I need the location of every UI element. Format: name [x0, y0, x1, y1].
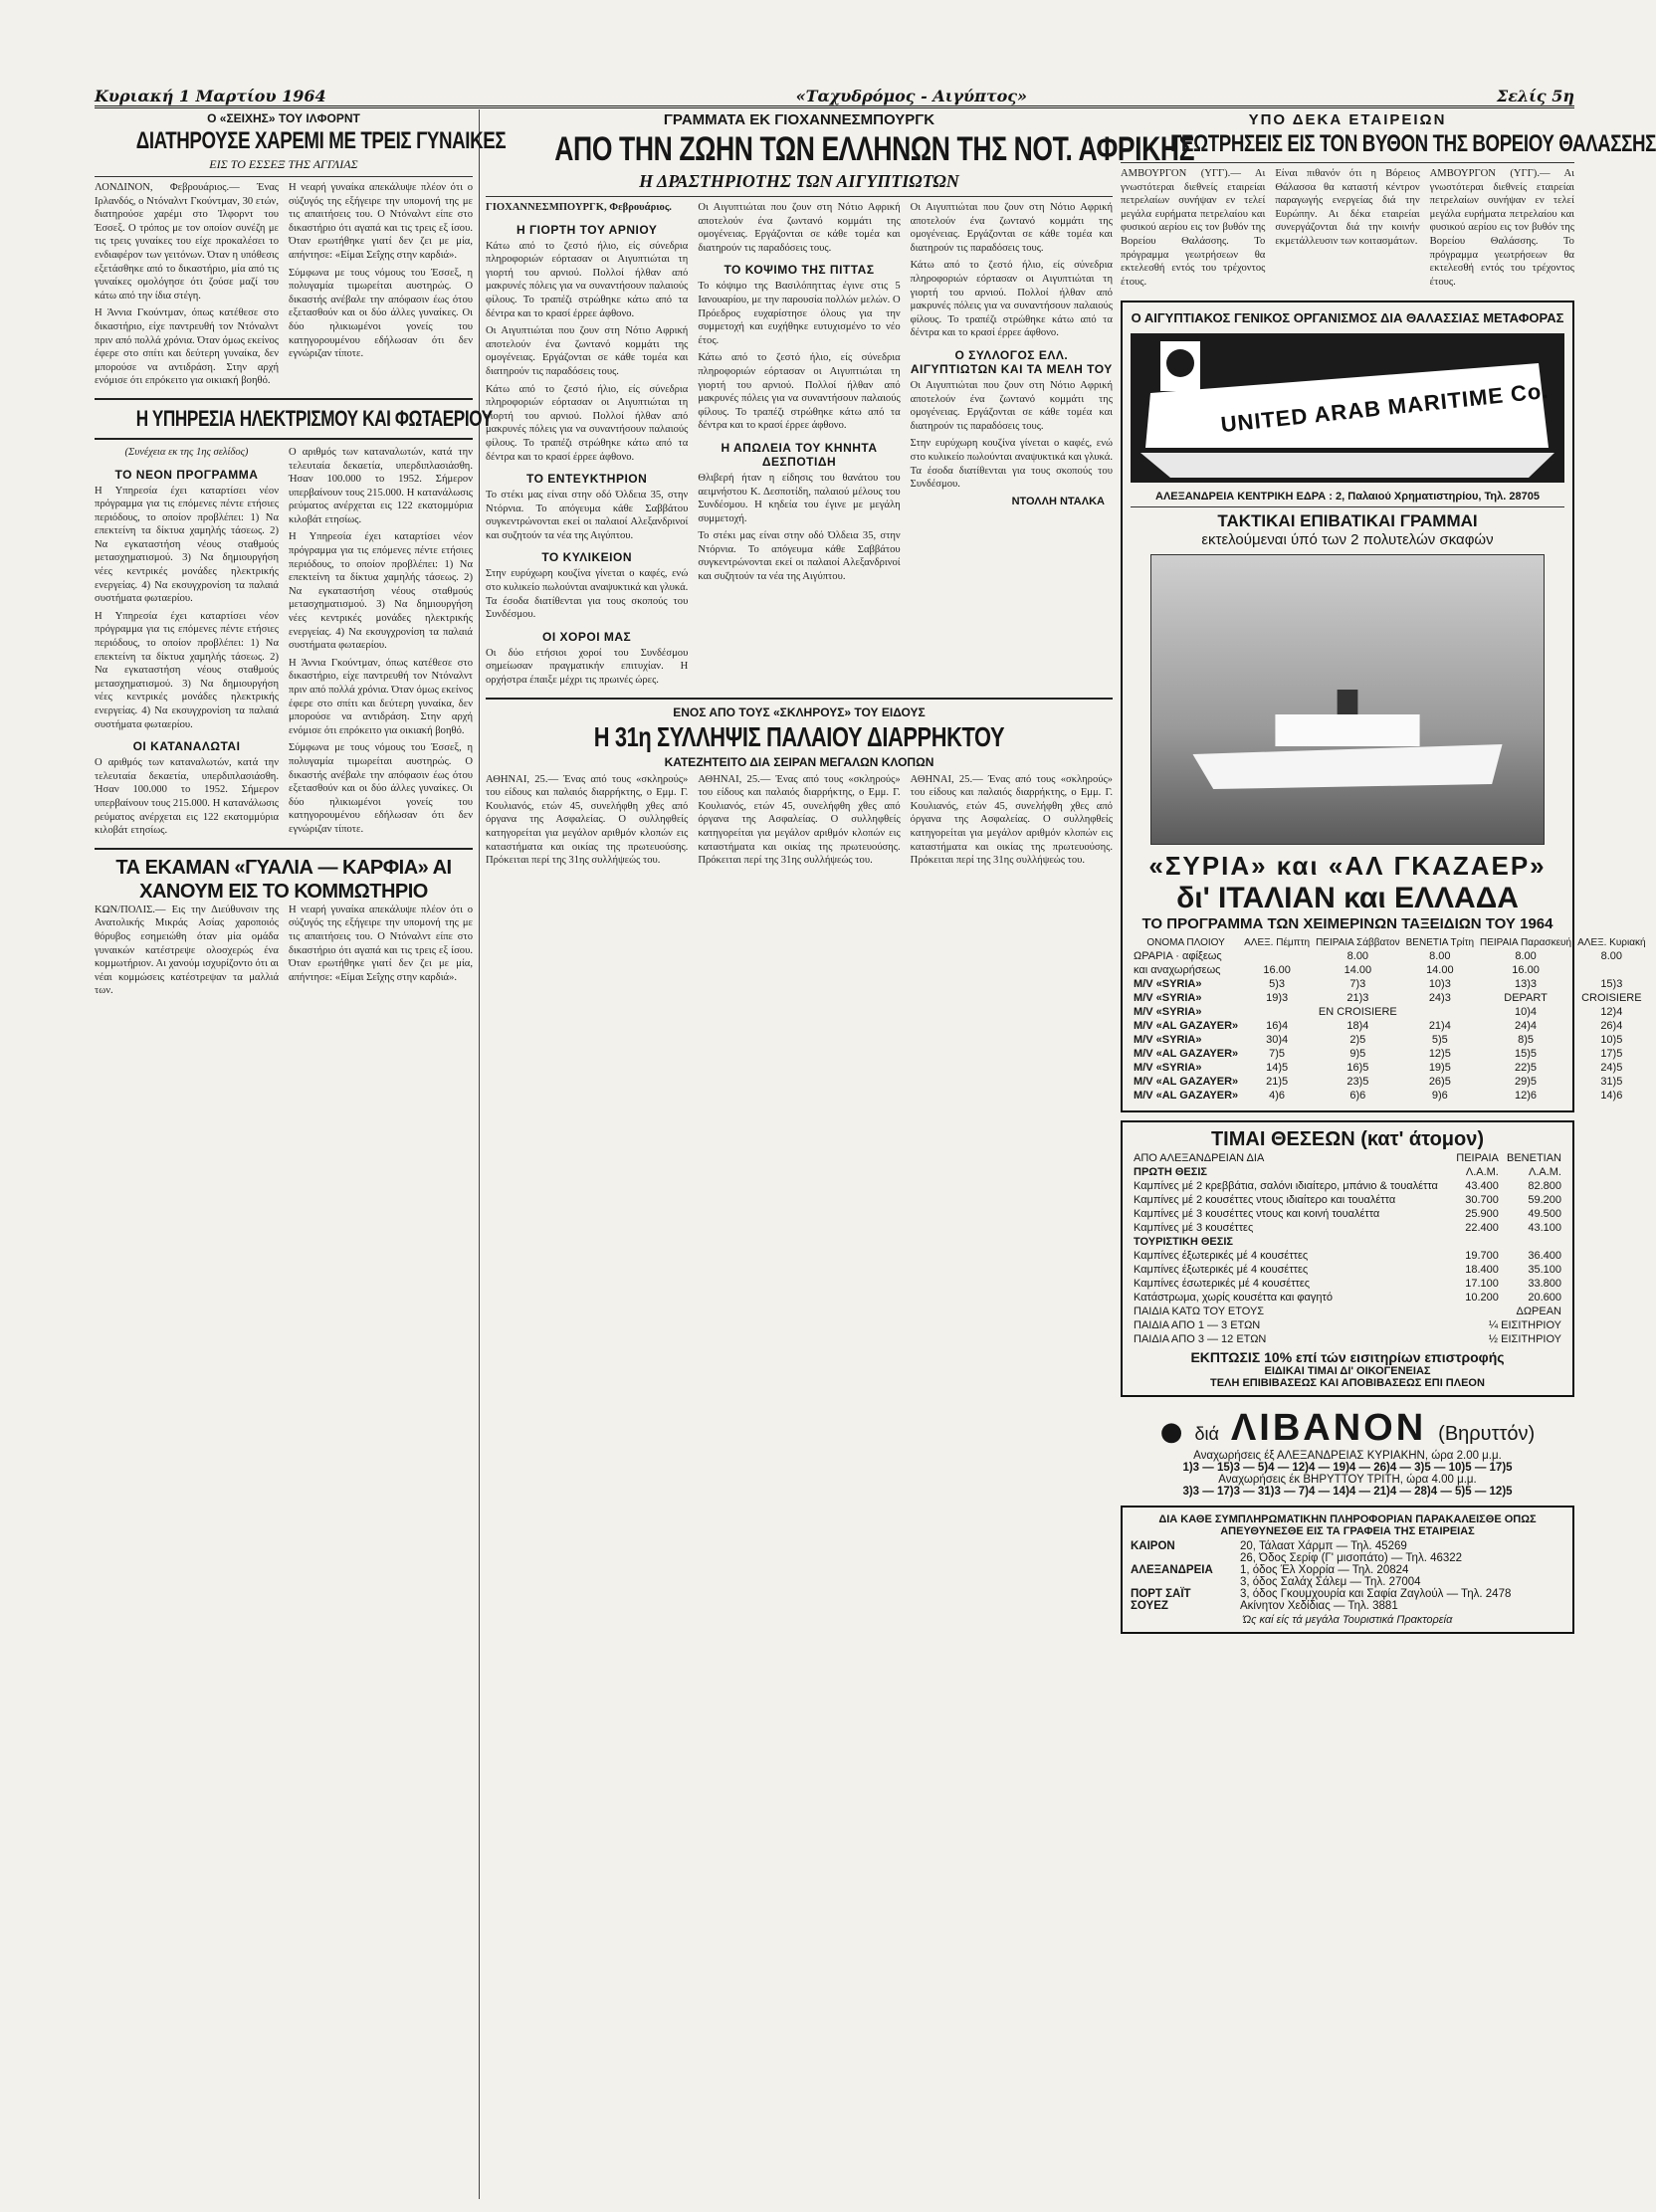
paragraph: Κάτω από το ζεστό ήλιο, είς σύνεδρια πληροφοριών εόρτασαν οι Αιγυπτιώται τη γιορτή του αρνιού. Πολλοί ήλθαν από μακρυνές πόλεις για να συναντήσουν παλαιούς φίλους. Το τραπέζι στρώθηκε κάτω από τα δέντρα και το κρασί έρρεε άφθονο. [486, 383, 689, 463]
schedule-date: 24)5 [1600, 1062, 1623, 1075]
ship-name: Μ/V «AL GAZAYER» [1134, 1090, 1239, 1103]
departure-time: 16.00 [1263, 964, 1291, 977]
departure-time [1574, 963, 1648, 977]
arrival-time: 8.00 [1600, 950, 1623, 963]
schedule-row [1131, 1061, 1649, 1075]
schedule-date [1241, 1005, 1313, 1019]
fare-row [1131, 1249, 1564, 1263]
section-heading: ΤΟ ΕΝΤΕΥΚΤΗΡΙΟΝ [526, 472, 648, 487]
office-city [1131, 1576, 1240, 1588]
cabin-type: Καμπίνες μέ 2 κουσέττες ντους ιδιαίτερο και τουαλέττα [1134, 1194, 1396, 1207]
schedule-date: CROISIERE [1581, 992, 1642, 1005]
fare-row [1131, 1263, 1564, 1277]
office-entry [1131, 1600, 1564, 1612]
schedule-date: 24)4 [1515, 1020, 1538, 1033]
schedule-date: 12)6 [1515, 1090, 1538, 1103]
schedule-row [1131, 1019, 1649, 1033]
fare-piraeus: 30.700 [1465, 1194, 1499, 1207]
schedule-date: 18)4 [1346, 1020, 1369, 1033]
masthead [95, 80, 1574, 108]
story-kicker: Ο «ΣΕΙΧΗΣ» ΤΟΥ ΙΛΦΟΡΝΤ [207, 111, 360, 125]
schedule-date: 24)3 [1428, 992, 1451, 1005]
paragraph: Κάτω από το ζεστό ήλιο, είς σύνεδρια πληροφοριών εόρτασαν οι Αιγυπτιώται τη γιορτή του αρνιού. Πολλοί ήλθαν από μακρυνές πόλεις για να συναντήσουν παλαιούς φίλους. Το τραπέζι στρώθηκε κάτω από τα δέντρα και το κρασί έρρεε άφθονο. [910, 260, 1113, 339]
paragraph: Οι Αιγυπτιώται που ζουν στη Νότιο Αφρική αποτελούν ένα ζωντανό κομμάτι της ομογένειας. Εργάζονται σε κάθε τομέα και διατηρούν τις παραδόσεις τους. [486, 325, 689, 377]
story-subhead: ΕΙΣ ΤΟ ΕΣΣΕΞ ΤΗΣ ΑΓΓΛΙΑΣ [209, 157, 358, 171]
paragraph: Κάτω από το ζεστό ήλιο, είς σύνεδρια πληροφοριών εόρτασαν οι Αιγυπτιώται τη γιορτή του αρνιού. Πολλοί ήλθαν από μακρυνές πόλεις για να συναντήσουν παλαιούς φίλους. Το τραπέζι στρώθηκε κάτω από τα δέντρα και το κρασί έρρεε άφθονο. [486, 240, 689, 319]
ship-name: Μ/V «SYRIA» [1134, 978, 1202, 991]
fare-row [1131, 1291, 1564, 1305]
section-heading: ΤΟ ΚΟΨΙΜΟ ΤΗΣ ΠΙΤΤΑΣ [724, 263, 875, 278]
office-entry [1131, 1564, 1564, 1576]
office-address: 20, Τάλαατ Χάρμπ — Τηλ. 45269 [1240, 1540, 1407, 1553]
paragraph: ΑΘΗΝΑΙ, 25.— Ένας από τους «σκληρούς» του είδους και παλαιός διαρρήκτης, ο Εμμ. Γ. Κουλιανός, ετών 45, συνελήφθη χθες από όργανα της Ασφαλείας. Ο συλληφθείς κατηγορείται για μεγάλον αριθμόν κλοπών εις καταστήματα και οικίας της πρωτευούσης. Πρόκειται περί της 31ης συλλήψεώς του. [698, 773, 901, 867]
fare-row [1131, 1179, 1564, 1193]
fare-venice: 82.800 [1528, 1180, 1561, 1193]
paragraph: Η Υπηρεσία έχει καταρτίσει νέον πρόγραμμα για τις επόμενες πέντε ετήσιες περιόδους, το οποίον προβλέπει: 1) Να επεκτείνη τα δίκτυα χαμηλής τάσεως. 2) Να εγκαταστήση νέους σταθμούς μετασχηματισμού. 3) Να δημιουργήση νέες κεντρικές μονάδες ηλεκτρικής ενεργείας. 4) Να εκσυγχρονίση τα παλαιά συστήματα φωταερίου. [95, 485, 279, 605]
fare-piraeus: 10.200 [1465, 1292, 1499, 1305]
schedule-date: 21)4 [1428, 1020, 1451, 1033]
cabin-type: Καμπίνες μέ 2 κρεββάτια, σαλόνι ιδιαίτερο, μπάνιο & τουαλέττα [1134, 1180, 1438, 1193]
schedule-date: 29)5 [1515, 1076, 1538, 1089]
office-address: 3, όδος Σαλάχ Σάλεμ — Τηλ. 27004 [1240, 1576, 1421, 1589]
paragraph: ΑΘΗΝΑΙ, 25.— Ένας από τους «σκληρούς» του είδους και παλαιός διαρρήκτης, ο Εμμ. Γ. Κουλιανός, ετών 45, συνελήφθη χθες από όργανα της Ασφαλείας. Ο συλληφθείς κατηγορείται για μεγάλον αριθμόν κλοπών εις καταστήματα και οικίας της πρωτευούσης. Πρόκειται περί της 31ης συλλήψεώς του. [910, 773, 1113, 867]
paragraph: Η Άννια Γκούντμαν, όπως κατέθεσε στο δικαστήριο, είχε παντρευθή τον Ντόναλντ πριν από πολλά χρόνια. Όταν όμως εκείνος έφερε στο σπίτι και δεύτερη γυναίκα, δεν μπορούσε να αντιδράση. Στην αρχή ενόμισε ότι επρόκειτο για οικιακή βοηθό. [95, 307, 279, 387]
ship-name: Μ/V «SYRIA» [1134, 1062, 1202, 1075]
ship-name: Μ/V «SYRIA» [1134, 1006, 1202, 1019]
class-heading: ΤΟΥΡΙΣΤΙΚΗ ΘΕΣΙΣ [1134, 1236, 1233, 1249]
schedule-header-cell: ΩΡΑΡΙΑ · αφίξεως [1134, 950, 1222, 963]
schedule-date: 2)5 [1349, 1034, 1366, 1047]
schedule-date: 4)6 [1269, 1090, 1286, 1103]
fare-piraeus: 43.400 [1465, 1180, 1499, 1193]
story-body [486, 201, 1113, 692]
paragraph: ΑΜΒΟΥΡΓΟΝ (ΥΓΓ).— Αι γνωστότεραι διεθνείς εταιρείαι πετρελαίων συνήψαν εν τελεί μεγάλα ευρήματα πετρελαίου και φυσικού αερίου εις τον βυθόν της Βορείου Θαλάσσης. Το πρόγραμμα γεωτρήσεων θα εκτελεσθή εντός του τρέχοντος έτους. [1429, 168, 1574, 288]
destination-name: ΛΙΒΑΝΟΝ [1230, 1407, 1427, 1450]
schedule-row [1131, 977, 1649, 991]
paragraph: Οι Αιγυπτιώται που ζουν στη Νότιο Αφρική αποτελούν ένα ζωντανό κομμάτι της ομογένειας. Εργάζονται σε κάθε τομέα και διατηρούν τις παραδόσεις τους. [698, 202, 901, 254]
fare-venice: 20.600 [1528, 1292, 1561, 1305]
story-headline: ΔΙΑΤΗΡΟΥΣΕ ΧΑΡΕΜΙ ΜΕ ΤΡΕΙΣ ΓΥΝΑΙΚΕΣ [135, 127, 507, 154]
departures-alexandria-dates: 1)3 — 15)3 — 5)4 — 12)4 — 19)4 — 26)4 — 3)5 — 10)5 — 17)5 [1182, 1462, 1513, 1475]
headquarters-address: ΑΛΕΞΑΝΔΡΕΙΑ ΚΕΝΤΡΙΚΗ ΕΔΡΑ : 2, Παλαιού Χρηματιστηρίου, Τηλ. 28705 [1155, 491, 1540, 503]
section-heading: Η ΓΙΟΡΤΗ ΤΟΥ ΑΡΝΙΟΥ [516, 222, 658, 237]
route-prefix: διά [1194, 1424, 1219, 1445]
departures-beirut: Αναχωρήσεις έκ ΒΗΡΥΤΤΟΥ ΤΡΙΤΗ, ώρα 4.00 μ.μ. [1218, 1474, 1477, 1487]
schedule-date: 17)5 [1600, 1048, 1623, 1061]
paragraph: Στην ευρύχωρη κουζίνα γίνεται ο καφές, ενώ στο κυλικείο πωλούνται αναψυκτικά και γλυκά. Τα έσοδα διατίθενται για τους σκοπούς του Συνδέσμου. [910, 438, 1113, 491]
right-column [1121, 109, 1656, 2199]
currency-unit: Λ.Α.Μ. [1528, 1166, 1561, 1179]
bullet-icon: ● [1159, 1417, 1183, 1448]
departures-beirut-dates: 3)3 — 17)3 — 31)3 — 7)4 — 14)4 — 21)4 — 28)4 — 5)5 — 12)5 [1182, 1486, 1513, 1499]
paper-name: «Ταχυδρόμος - Αιγύπτος» [795, 87, 1028, 105]
schedule-row [1131, 1047, 1649, 1061]
departure-time: 14.00 [1426, 964, 1454, 977]
cabin-type: Καμπίνες έσωτερικές μέ 4 κουσέττες [1134, 1278, 1311, 1291]
schedule-date: 26)5 [1428, 1076, 1451, 1089]
schedule-header-cell: ΟΝΟΜΑ ΠΛΟΙΟΥ [1146, 937, 1225, 949]
office-entry [1131, 1540, 1564, 1552]
route-via: δι' ΙΤΑΛΙΑΝ και ΕΛΛΑΔΑ [1176, 882, 1519, 915]
arrival-time: 8.00 [1346, 950, 1369, 963]
fare-venice: 36.400 [1528, 1250, 1561, 1263]
office-address: 1, όδος Έλ Χορρία — Τηλ. 20824 [1240, 1564, 1409, 1577]
schedule-row [1131, 991, 1649, 1005]
paragraph: Η νεαρή γυναίκα απεκάλυψε πλέον ότι ο σύζυγός της εξήγειρε την υπομονή της με τις απαιτήσεις του. Ο Ντόναλντ είπε στο δικαστήριο ότι αγαπά και τις τρεις εξ ίσου. Όταν ερωτήθηκε γιατί δεν ζει με μία, απήντησε: «Είμαι Σεΐχης στην καρδιά». [289, 904, 473, 983]
section-heading: Η ΑΠΩΛΕΙΑ ΤΟΥ ΚΗΝΗΤΑ ΔΕΣΠΟΤΙΔΗ [721, 440, 878, 469]
cruise-ship-icon [1151, 555, 1544, 844]
fare-row [1131, 1207, 1564, 1221]
arrival-time [1241, 949, 1313, 963]
paragraph: ΑΘΗΝΑΙ, 25.— Ένας από τους «σκληρούς» του είδους και παλαιός διαρρήκτης, ο Εμμ. Γ. Κουλιανός, ετών 45, συνελήφθη χθες από όργανα της Ασφαλείας. Ο συλληφθείς κατηγορείται για μεγάλον αριθμόν κλοπών εις καταστήματα και οικίας της πρωτευούσης. Πρόκειται περί της 31ης συλλήψεώς του. [486, 773, 689, 867]
paragraph: Στην ευρύχωρη κουζίνα γίνεται ο καφές, ενώ στο κυλικείο πωλούνται αναψυκτικά και γλυκά. Τα έσοδα διατίθενται για τους σκοπούς του Συνδέσμου. [486, 568, 689, 621]
ship-name: Μ/V «SYRIA» [1134, 1034, 1202, 1047]
lines-title: ΤΑΚΤΙΚΑΙ ΕΠΙΒΑΤΙΚΑΙ ΓΡΑΜΜΑΙ [1217, 511, 1478, 531]
schedule-date: 9)6 [1431, 1090, 1448, 1103]
section-heading: ΤΟ ΚΥΛΙΚΕΙΟΝ [541, 550, 633, 565]
office-city: ΑΛΕΞΑΝΔΡΕΙΑ [1131, 1564, 1213, 1577]
paragraph: Η Υπηρεσία έχει καταρτίσει νέον πρόγραμμα για τις επόμενες πέντε ετήσιες περιόδους, το οποίον προβλέπει: 1) Να επεκτείνη τα δίκτυα χαμηλής τάσεως. 2) Να εγκαταστήση νέους σταθμούς μετασχηματισμού. 3) Να δημιουργήση νέες κεντρικές μονάδες ηλεκτρικής ενεργείας. 4) Να εκσυγχρονίση τα παλαιά συστήματα φωταερίου. [95, 610, 279, 730]
office-city: ΠΟΡΤ ΣΑΪΤ [1131, 1588, 1191, 1601]
schedule-date: 21)5 [1266, 1076, 1289, 1089]
office-entry [1131, 1552, 1564, 1564]
schedule-date: 15)3 [1600, 978, 1623, 991]
schedule-date: 12)5 [1428, 1048, 1451, 1061]
schedule-date: 8)5 [1518, 1034, 1534, 1047]
child-fare-label: ΠΑΙΔΙΑ ΑΠΟ 1 — 3 ΕΤΩΝ [1134, 1319, 1261, 1332]
lines-subtitle: εκτελούμεναι ύπό των 2 πολυτελών σκαφών [1201, 531, 1494, 549]
schedule-header-cell: ΒΕΝΕΤΙΑ Τρίτη [1405, 937, 1475, 949]
ad-title: Ο ΑΙΓΥΠΤΙΑΚΟΣ ΓΕΝΙΚΟΣ ΟΡΓΑΝΙΣΜΟΣ ΔΙΑ ΘΑΛΑΣΣΙΑΣ ΜΕΤΑΦΟΡΑΣ [1131, 310, 1564, 326]
story-headline: ΑΠΟ ΤΗΝ ΖΩΗΝ ΤΩΝ ΕΛΛΗΝΩΝ ΤΗΣ ΝΟΤ. ΑΦΡΙΚΗΣ [554, 130, 1195, 168]
cabin-type: Καμπίνες έξωτερικές μέ 4 κουσέττες [1134, 1250, 1309, 1263]
schedule-date: 22)5 [1515, 1062, 1538, 1075]
schedule-date: 6)6 [1349, 1090, 1366, 1103]
paragraph: Ο αριθμός των καταναλωτών, κατά την τελευταία δεκαετία, υπερδιπλασιάσθη. Ήσαν 100.000 το 1952. Σήμερον υπερβαίνουν τους 215.000. Η κατανάλωσις ρεύματος ανέρχεται εις 122 εκατομμύρια κιλοβάτ ετησίως. [95, 757, 279, 837]
fare-row [1131, 1277, 1564, 1291]
schedule-date: 15)5 [1515, 1048, 1538, 1061]
story-body [95, 446, 473, 842]
paragraph: Το στέκι μας είναι στην οδό Όλδεια 35, στην Ντόρνια. Το απόγευμα κάθε Σαββάτου συγκεντρώνονται εκεί οι παλαιοί Αλεξανδρινοί και συζητούν τα νέα της Αιγύπτου. [698, 530, 901, 583]
paragraph: Η Υπηρεσία έχει καταρτίσει νέον πρόγραμμα για τις επόμενες πέντε ετήσιες περιόδους, το οποίον προβλέπει: 1) Να επεκτείνη τα δίκτυα χαμηλής τάσεως. 2) Να εγκαταστήση νέους σταθμούς μετασχηματισμού. 3) Να δημιουργήση νέες κεντρικές μονάδες ηλεκτρικής ενεργείας. 4) Να εκσυγχρονίση τα παλαιά συστήματα φωταερίου. [289, 531, 473, 652]
fares-table [1131, 1151, 1564, 1346]
paragraph: Είναι πιθανόν ότι η Βόρειος Θάλασσα θα καταστή κέντρον παραγωγής ενεργείας διά την Ευρώπην. Αι δέκα εταιρείαι συνεργάζονται διά την κοινήν εκμετάλλευσιν των κοιτασμάτων. [1275, 168, 1420, 247]
fare-piraeus: 19.700 [1465, 1250, 1499, 1263]
schedule-date: 5)5 [1431, 1034, 1448, 1047]
section-heading: ΟΙ ΚΑΤΑΝΑΛΩΤΑΙ [132, 739, 241, 754]
section-heading: Ο ΣΥΛΛΟΓΟΣ ΕΛΛ. ΑΙΓΥΠΤΙΩΤΩΝ ΚΑΙ ΤΑ ΜΕΛΗ ΤΟΥ [910, 347, 1113, 376]
story-body [95, 904, 473, 1002]
company-logo-banner [1131, 333, 1564, 483]
class-heading: ΠΡΩΤΗ ΘΕΣΙΣ [1134, 1166, 1207, 1179]
office-city: ΚΑΙΡΟΝ [1131, 1540, 1175, 1553]
author-signature: ΝΤΟΛΛΗ ΝΤΑΛΚΑ [1011, 495, 1105, 507]
arrival-time: 8.00 [1429, 950, 1451, 963]
agents-note: Ώς καί είς τά μεγάλα Τουριστικά Πρακτορεία [1242, 1614, 1453, 1627]
ship-photo [1150, 554, 1545, 845]
offices-intro: ΔΙΑ ΚΑΘΕ ΣΥΜΠΛΗΡΩΜΑΤΙΚΗΝ ΠΛΗΡΟΦΟΡΙΑΝ ΠΑΡΑΚΑΛΕΙΣΘΕ ΟΠΩΣ ΑΠΕΥΘΥΝΕΣΘΕ ΕΙΣ ΤΑ ΓΡΑΦΕΙΑ ΤΗΣ ΕΤΑΙΡΕΙΑΣ [1158, 1513, 1537, 1538]
schedule-date: DEPART [1504, 992, 1548, 1005]
fare-row [1131, 1221, 1564, 1235]
schedule-header-cell: ΠΕΙΡΑΙΑ Παρασκευή [1480, 937, 1572, 949]
paragraph: Κάτω από το ζεστό ήλιο, είς σύνεδρια πληροφοριών εόρτασαν οι Αιγυπτιώται τη γιορτή του αρνιού. Πολλοί ήλθαν από μακρυνές πόλεις για να συναντήσουν παλαιούς φίλους. Το τραπέζι στρώθηκε κάτω από τα δέντρα και το κρασί έρρεε άφθονο. [698, 352, 901, 432]
story-kicker: ΥΠΟ ΔΕΚΑ ΕΤΑΙΡΕΙΩΝ [1248, 111, 1447, 128]
schedule-date: 9)5 [1349, 1048, 1366, 1061]
schedule-date: 21)3 [1346, 992, 1369, 1005]
schedule-date: 16)5 [1346, 1062, 1369, 1075]
paragraph: ΛΟΝΔΙΝΟΝ, Φεβρουάριος.— Ένας Ιρλανδός, ο Ντόναλντ Γκούντμαν, 30 ετών, διατηρούσε χαρέμι στο Ίλφορντ του Έσσεξ. Ο τρόπος με τον οποίον συνέζη με τις τρεις γυναίκες του είχε προκαλέσει το ενδιαφέρον των γειτόνων. Όταν η υπόθεσις εξετάσθηκε από το δικαστήριο, μία από τις γυναίκες ομολόγησε ότι ζούσε μαζί του κάτω από την ίδια στέγη. [95, 182, 279, 302]
offices-box [1121, 1506, 1574, 1634]
fare-venice: 33.800 [1528, 1278, 1561, 1291]
dateline: ΓΙΟΧΑΝΝΕΣΜΠΟΥΡΓΚ, Φεβρουάριος. [486, 202, 672, 213]
schedule-header-cell: ΑΛΕΞ. Κυριακή [1577, 937, 1646, 949]
child-fare-label: ΠΑΙΔΙΑ ΚΑΤΩ ΤΟΥ ΕΤΟΥΣ [1134, 1306, 1265, 1318]
story-body [486, 773, 1113, 872]
schedule-row [1131, 1033, 1649, 1047]
return-discount: ΕΚΠΤΩΣΙΣ 10% επί τών εισιτηρίων επιστροφής [1190, 1349, 1505, 1366]
fare-venice: 49.500 [1528, 1208, 1561, 1221]
schedule-date: EN CROISIERE [1318, 1006, 1397, 1019]
paragraph: ΑΜΒΟΥΡΓΟΝ (ΥΓΓ).— Αι γνωστότεραι διεθνείς εταιρείαι πετρελαίων συνήψαν εν τελεί μεγάλα ευρήματα πετρελαίου και φυσικού αερίου εις τον βυθόν της Βορείου Θαλάσσης. Το πρόγραμμα γεωτρήσεων θα εκτελεσθή εντός του τρέχοντος έτους. [1121, 168, 1266, 288]
destination-city: (Βηρυττόν) [1438, 1423, 1536, 1446]
program-title: ΤΟ ΠΡΟΓΡΑΜΜΑ ΤΩΝ ΧΕΙΜΕΡΙΝΩΝ ΤΑΞΕΙΔΙΩΝ ΤΟΥ 1964 [1141, 915, 1553, 933]
schedule-row [1131, 1005, 1649, 1019]
story-body [95, 181, 473, 392]
schedule-date: 10)5 [1600, 1034, 1623, 1047]
paragraph: ΚΩΝ/ΠΟΛΙΣ.— Εις την Διεύθυνσιν της Ανατολικής Μικράς Ασίας χαροποιός θόρυβος εσημειώθη όταν μία ομάδα γυναικών κατέστρεψε ολοσχερώς ένα κομμωτήριον. Αι χανούμ ισχυρίζοντο ότι αι νέαι κομμώσεις κατέστρεψαν τα μαλλιά των. [95, 904, 279, 997]
schedule-date: 7)3 [1349, 978, 1366, 991]
fares-from-label: ΑΠΟ ΑΛΕΞΑΝΔΡΕΙΑΝ ΔΙΑ [1134, 1152, 1265, 1165]
schedule-date: 12)4 [1600, 1006, 1623, 1019]
schedule-date: 30)4 [1266, 1034, 1289, 1047]
schedule-date: 19)3 [1266, 992, 1289, 1005]
schedule-header-cell: ΑΛΕΞ. Πέμπτη [1244, 937, 1311, 949]
office-entry [1131, 1588, 1564, 1600]
schedule-header-cell: ΠΕΙΡΑΙΑ Σάββατον [1316, 937, 1400, 949]
child-fare-label: ΠΑΙΔΙΑ ΑΠΟ 3 — 12 ΕΤΩΝ [1134, 1333, 1267, 1346]
story-body [1121, 167, 1574, 293]
paragraph: Ο αριθμός των καταναλωτών, κατά την τελευταία δεκαετία, υπερδιπλασιάσθη. Ήσαν 100.000 το 1952. Σήμερον υπερβαίνουν τους 215.000. Η κατανάλωσις ρεύματος ανέρχεται εις 122 εκατομμύρια κιλοβάτ ετησίως. [289, 446, 473, 525]
cabin-type: Καμπίνες έξωτερικές μέ 4 κουσέττες [1134, 1264, 1309, 1277]
section-heading: ΤΟ ΝΕΟΝ ΠΡΟΓΡΑΜΜΑ [114, 467, 259, 482]
office-city [1131, 1552, 1240, 1564]
arrival-time: 8.00 [1515, 950, 1537, 963]
schedule-row [1131, 1089, 1649, 1103]
fare-venice: 35.100 [1528, 1264, 1561, 1277]
schedule-date: 10)4 [1515, 1006, 1538, 1019]
issue-date: Κυριακή 1 Μαρτίου 1964 [95, 87, 326, 105]
departures-alexandria: Αναχωρήσεις έξ ΑΛΕΞΑΝΔΡΕΙΑΣ ΚΥΡΙΑΚΗΝ, ώρα 2.00 μ.μ. [1193, 1450, 1502, 1463]
story-subhead: ΚΑΤΕΖΗΤΕΙΤΟ ΔΙΑ ΣΕΙΡΑΝ ΜΕΓΑΛΩΝ ΚΛΟΠΩΝ [664, 754, 934, 769]
ship-name: Μ/V «SYRIA» [1134, 992, 1202, 1005]
office-address: Ακίνητον Χεδίδιας — Τηλ. 3881 [1240, 1600, 1398, 1613]
page-number: Σελίς 5η [1496, 87, 1574, 105]
ship-name: Μ/V «AL GAZAYER» [1134, 1048, 1239, 1061]
paragraph: Η Άννια Γκούντμαν, όπως κατέθεσε στο δικαστήριο, είχε παντρευθή τον Ντόναλντ πριν από πολλά χρόνια. Όταν όμως εκείνος έφερε στο σπίτι και δεύτερη γυναίκα, δεν μπορούσε να αντιδράση. Στην αρχή ενόμισε ότι επρόκειτο για οικιακή βοηθό. [289, 657, 473, 736]
schedule-date: 26)4 [1600, 1020, 1623, 1033]
fare-piraeus: 22.400 [1465, 1222, 1499, 1235]
schedule-date: 13)3 [1515, 978, 1538, 991]
schedule-date: 16)4 [1266, 1020, 1289, 1033]
schedule-date: 10)3 [1428, 978, 1451, 991]
schedule-header-cell: και αναχωρήσεως [1134, 964, 1221, 977]
fare-piraeus: 17.100 [1465, 1278, 1499, 1291]
cabin-type: Καμπίνες μέ 3 κουσέττες ντους και κοινή τουαλέττα [1134, 1208, 1380, 1221]
office-address: 26, Όδος Σερίφ (Γ' μισοπάτο) — Τηλ. 46322 [1240, 1552, 1463, 1565]
office-address: 3, όδος Γκουμχουρία και Σαφία Ζαγλούλ — Τηλ. 2478 [1240, 1588, 1512, 1601]
schedule-date: 5)3 [1269, 978, 1286, 991]
child-fare-value: ΔΩΡΕΑΝ [1516, 1306, 1561, 1318]
paragraph: Οι Αιγυπτιώται που ζουν στη Νότιο Αφρική αποτελούν ένα ζωντανό κομμάτι της ομογένειας. Εργάζονται σε κάθε τομέα και διατηρούν τις παραδόσεις τους. [910, 202, 1113, 254]
story-kicker: ΓΡΑΜΜΑΤΑ ΕΚ ΓΙΟΧΑΝΝΕΣΜΠΟΥΡΓΚ [663, 111, 935, 128]
fares-advertisement [1121, 1120, 1574, 1397]
fare-piraeus: 18.400 [1465, 1264, 1499, 1277]
cabin-type: Κατάστρωμα, χωρίς κουσέττα και φαγητό [1134, 1292, 1333, 1305]
paragraph: Θλιβερή ήταν η είδησις του θανάτου του αειμνήστου Κ. Δεσποτίδη, παλαιού μέλους του Συνδέσμου. Η κηδεία του έγινε με μεγάλη συμμετοχή. [698, 472, 901, 524]
currency-unit: Λ.Α.Μ. [1465, 1166, 1499, 1179]
lebanon-route [1121, 1407, 1574, 1498]
paragraph: Το κόψιμο της Βασιλόπηττας έγινε στις 5 Ιανουαρίου, με την παρουσία πολλών μελών. Ο Πρόεδρος ευχαρίστησε όλους για την συμμετοχή και ευχήθηκε ευτυχισμένο το νέο έτος. [698, 281, 901, 346]
ship-name: Μ/V «AL GAZAYER» [1134, 1020, 1239, 1033]
fare-piraeus: 25.900 [1465, 1208, 1499, 1221]
schedule-row [1131, 1075, 1649, 1089]
office-entry [1131, 1576, 1564, 1588]
schedule-date: 23)5 [1346, 1076, 1369, 1089]
schedule-table [1131, 936, 1649, 1103]
schedule-date: 31)5 [1600, 1076, 1623, 1089]
family-rates: ΕΙΔΙΚΑΙ ΤΙΜΑΙ ΔΙ' ΟΙΚΟΓΕΝΕΙΑΣ [1264, 1365, 1431, 1378]
paragraph: Σύμφωνα με τους νόμους του Έσσεξ, η πολυγαμία τιμωρείται αυστηρώς. Ο δικαστής ανέβαλε την απόφασιν έως ότου εξετασθούν και οι δύο άλλες γυναίκες. Οι δύο ηλικιωμένοι γονείς του κατηγορουμένου εδήλωσαν ότι δεν εγνώριζαν τίποτε. [289, 742, 473, 835]
schedule-date: 19)5 [1428, 1062, 1451, 1075]
story-headline: ΓΕΩΤΡΗΣΕΙΣ ΕΙΣ ΤΟΝ ΒΥΘΟΝ ΤΗΣ ΒΟΡΕΙΟΥ ΘΑΛΑΣΣΗΣ [1170, 130, 1656, 157]
section-heading: ΟΙ ΧΟΡΟΙ ΜΑΣ [542, 629, 632, 644]
schedule-date: 14)5 [1266, 1062, 1289, 1075]
fares-title: ΤΙΜΑΙ ΘΕΣΕΩΝ (κατ' άτομον) [1210, 1128, 1485, 1151]
child-fare-value: ¼ ΕΙΣΙΤΗΡΙΟΥ [1488, 1319, 1561, 1332]
paragraph: Το στέκι μας είναι στην οδό Όλδεια 35, στην Ντόρνια. Το απόγευμα κάθε Σαββάτου συγκεντρώνονται εκεί οι παλαιοί Αλεξανδρινοί και συζητούν τα νέα της Αιγύπτου. [486, 490, 689, 541]
schedule-date: 7)5 [1269, 1048, 1286, 1061]
fare-row [1131, 1193, 1564, 1207]
schedule-date [1403, 1005, 1477, 1019]
paragraph: Οι δύο ετήσιοι χοροί του Συνδέσμου σημείωσαν πραγματικήν επιτυχίαν. Η ορχήστρα έπαιξε μέχρι τις πρωινές ώρες. [486, 647, 689, 687]
fare-venice: 43.100 [1528, 1222, 1561, 1235]
paragraph: Οι Αιγυπτιώται που ζουν στη Νότιο Αφρική αποτελούν ένα ζωντανό κομμάτι της ομογένειας. Εργάζονται σε κάθε τομέα και διατηρούν τις παραδόσεις τους. [910, 379, 1113, 432]
paragraph: Η νεαρή γυναίκα απεκάλυψε πλέον ότι ο σύζυγός της εξήγειρε την υπομονή της με τις απαιτήσεις του. Ο Ντόναλντ είπε στο δικαστήριο ότι αγαπά και τις τρεις εξ ίσου. Όταν ερωτήθηκε γιατί δεν ζει με μία, απήντησε: «Είμαι Σεΐχης στην καρδιά». [289, 182, 473, 261]
fares-column-header: ΒΕΝΕΤΙΑΝ [1506, 1152, 1561, 1165]
ship-names: «ΣΥΡΙΑ» και «ΑΛ ΓΚΑΖΑΕΡ» [1148, 851, 1547, 882]
shipping-advertisement [1121, 301, 1646, 1112]
company-logo-text: UNITED ARAB MARITIME Co. [1219, 378, 1551, 438]
departure-time: 14.00 [1344, 964, 1372, 977]
story-subhead: Η ΔΡΑΣΤΗΡΙΟΤΗΣ ΤΩΝ ΑΙΓΥΠΤΙΩΤΩΝ [639, 171, 959, 191]
cabin-type: Καμπίνες μέ 3 κουσέττες [1134, 1222, 1254, 1235]
continuation-note: (Συνέχεια εκ της 1ης σελίδος) [124, 446, 249, 458]
child-fare-value: ½ ΕΙΣΙΤΗΡΙΟΥ [1488, 1333, 1561, 1346]
story-headline: Η ΥΠΗΡΕΣΙΑ ΗΛΕΚΤΡΙΣΜΟΥ ΚΑΙ ΦΩΤΑΕΡΙΟΥ [135, 405, 493, 431]
fare-venice: 59.200 [1528, 1194, 1561, 1207]
left-column [95, 109, 507, 2199]
fares-column-header: ΠΕΙΡΑΙΑ [1456, 1152, 1499, 1165]
schedule-date: 14)6 [1600, 1090, 1623, 1103]
story-headline: ΤΑ ΕΚΑΜΑΝ «ΓΥΑΛΙΑ — ΚΑΡΦΙΑ» ΑΙ ΧΑΝΟΥΜ ΕΙΣ ΤΟ ΚΟΜΜΩΤΗΡΙΟ [115, 856, 452, 903]
paragraph: Σύμφωνα με τους νόμους του Έσσεξ, η πολυγαμία τιμωρείται αυστηρώς. Ο δικαστής ανέβαλε την απόφασιν έως ότου εξετασθούν και οι δύο άλλες γυναίκες. Οι δύο ηλικιωμένοι γονείς του κατηγορουμένου εδήλωσαν ότι δεν εγνώριζαν τίποτε. [289, 267, 473, 360]
embark-fees: ΤΕΛΗ ΕΠΙΒΙΒΑΣΕΩΣ ΚΑΙ ΑΠΟΒΙΒΑΣΕΩΣ ΕΠΙ ΠΛΕΟΝ [1210, 1377, 1485, 1390]
story-headline: Η 31η ΣΥΛΛΗΨΙΣ ΠΑΛΑΙΟΥ ΔΙΑΡΡΗΚΤΟΥ [593, 720, 1005, 752]
departure-time: 16.00 [1512, 964, 1540, 977]
office-city: ΣΟΥΕΖ [1131, 1600, 1168, 1613]
story-kicker: ΕΝΟΣ ΑΠΟ ΤΟΥΣ «ΣΚΛΗΡΟΥΣ» ΤΟΥ ΕΙΔΟΥΣ [673, 704, 926, 719]
ship-name: Μ/V «AL GAZAYER» [1134, 1076, 1239, 1089]
